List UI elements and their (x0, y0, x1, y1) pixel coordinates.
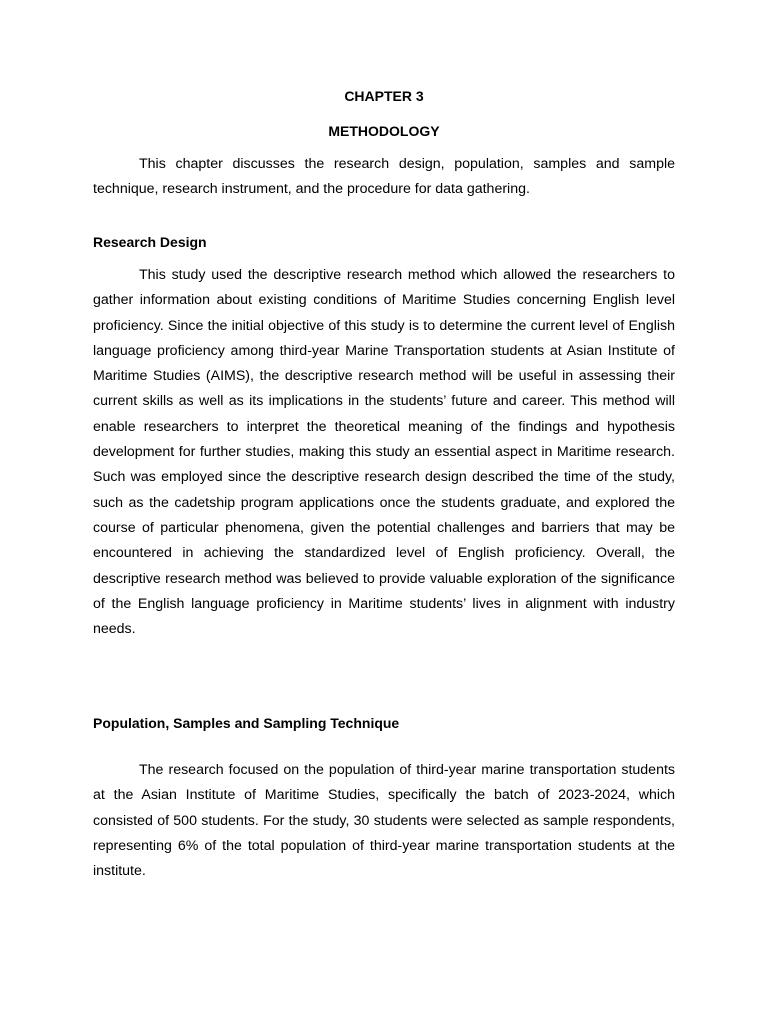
section-heading-research-design: Research Design (93, 234, 207, 250)
research-design-paragraph: This study used the descriptive research method which allowed the researchers to gather information about existing conditions of Maritime Studies concerning English level proficiency. Since the initial objective of this study is to determine the current level of English language proficiency among third-year Marine Transportation students at Asian Institute of Maritime Studies (AIMS), the descriptive research method will be useful in assessing their current skills as well as its implications in the students’ future and career. This method will enable researchers to interpret the theoretical meaning of the findings and hypothesis development for further studies, making this study an essential aspect in Maritime research. Such was employed since the descriptive research design described the time of the study, such as the cadetship program applications once the students graduate, and explored the course of particular phenomena, given the potential challenges and barriers that may be encountered in achieving the standardized level of English proficiency. Overall, the descriptive research method was believed to provide valuable exploration of the significance of the English language proficiency in Maritime students’ lives in alignment with industry needs. (93, 267, 675, 638)
section-heading-population: Population, Samples and Sampling Technique (93, 715, 400, 731)
chapter-label: CHAPTER 3 (344, 88, 424, 104)
chapter-title: METHODOLOGY (328, 123, 440, 139)
intro-paragraph: This chapter discusses the research design, population, samples and sample technique, research instrument, and the procedure for data gathering. (93, 156, 675, 198)
population-paragraph: The research focused on the population of third-year marine transportation students at the Asian Institute of Maritime Studies, specifically the batch of 2023-2024, which consisted of 500 students. For the study, 30 students were selected as sample respondents, representing 6% of the total population of third-year marine transportation students at the institute. (93, 762, 675, 880)
